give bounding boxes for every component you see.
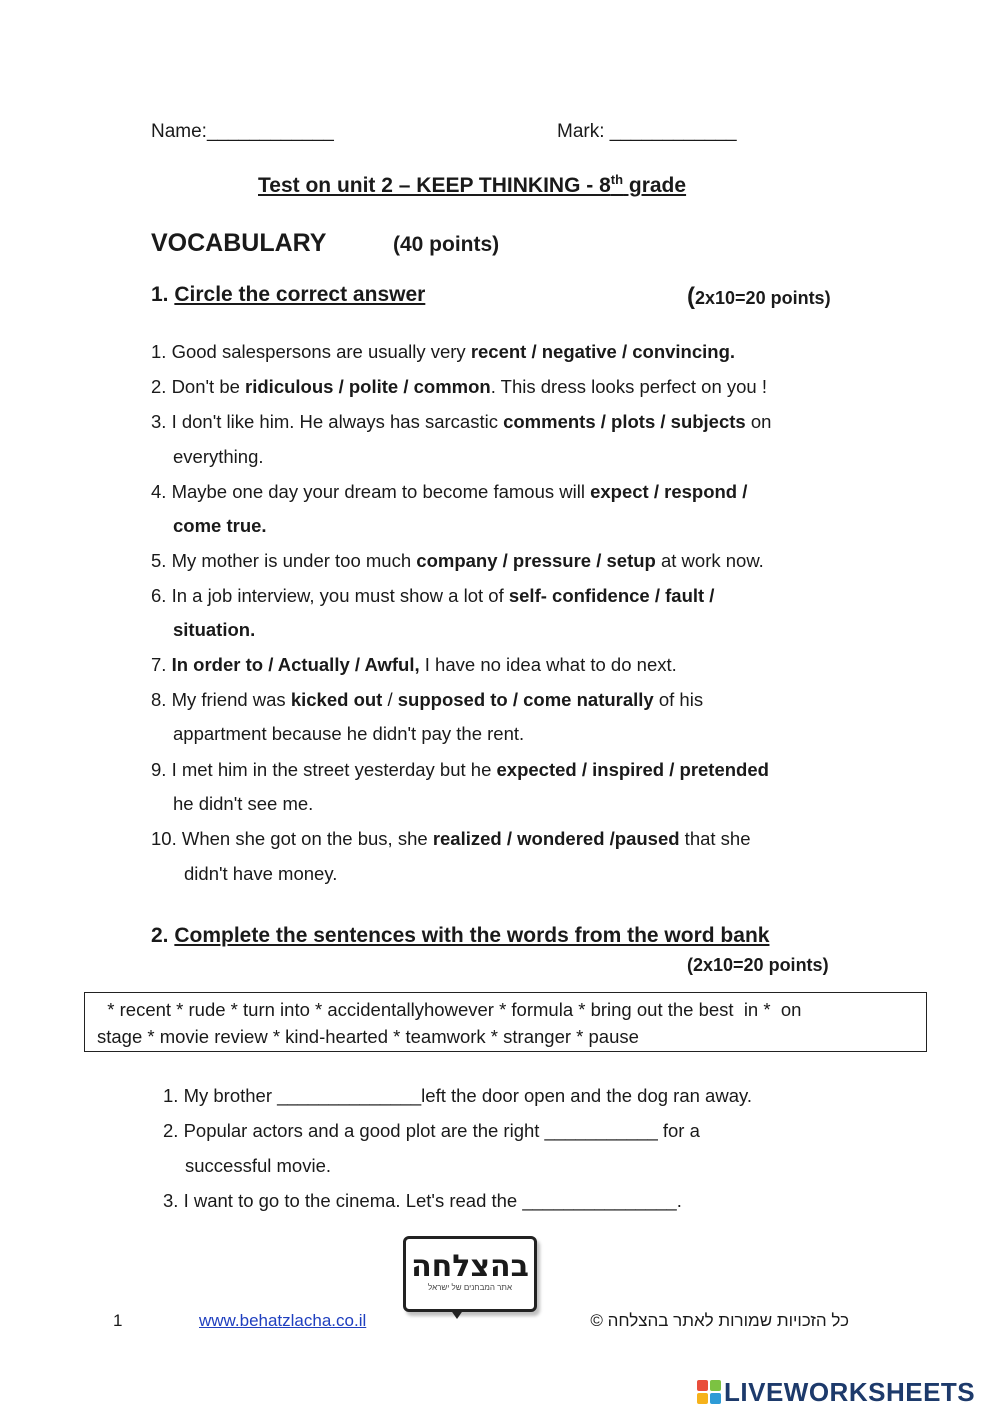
vocabulary-points: (40 points) <box>393 233 500 256</box>
logo-text: בהצלחה <box>411 1249 529 1284</box>
question-5: 5. My mother is under too much company / pressure / setup at work now. <box>151 550 764 571</box>
question-9-continued: he didn't see me. <box>173 793 314 814</box>
section2-points: (2x10=20 points) <box>687 955 829 975</box>
page-number: 1 <box>113 1311 123 1330</box>
completion-2-continued: successful movie. <box>185 1155 331 1176</box>
question-1: 1. Good salespersons are usually very recent / negative / convincing. <box>151 341 736 362</box>
website-link[interactable]: www.behatzlacha.co.il <box>199 1311 367 1330</box>
completion-1: 1. My brother ______________left the door open and the dog ran away. <box>163 1085 753 1106</box>
section1-points: (2x10=20 points) <box>687 283 831 310</box>
liveworksheets-logo-icon <box>697 1380 721 1404</box>
question-3: 3. I don't like him. He always has sarcastic comments / plots / subjects on <box>151 411 772 432</box>
behatzlacha-logo <box>403 1236 537 1312</box>
question-3-continued: everything. <box>173 446 264 467</box>
test-title: Test on unit 2 – KEEP THINKING - 8th grade <box>258 172 687 197</box>
question-6-continued: situation. <box>173 619 256 640</box>
vocabulary-heading: VOCABULARY <box>151 229 327 257</box>
section1-heading: 1. Circle the correct answer <box>151 283 426 306</box>
word-bank-line-1: * recent * rude * turn into * accidentallyhowever * formula * bring out the best in * on <box>97 999 802 1020</box>
copyright-text: כל הזכויות שמורות לאתר בהצלחה © <box>590 1311 849 1330</box>
liveworksheets-text: LIVEWORKSHEETS <box>724 1376 976 1407</box>
question-6: 6. In a job interview, you must show a lot of self- confidence / fault / <box>151 585 715 606</box>
question-10: 10. When she got on the bus, she realized / wondered /paused that she <box>151 828 751 849</box>
question-9: 9. I met him in the street yesterday but he expected / inspired / pretended <box>151 759 769 780</box>
question-4-continued: come true. <box>173 515 267 536</box>
question-2: 2. Don't be ridiculous / polite / common. This dress looks perfect on you ! <box>151 376 767 397</box>
logo-speech-tail <box>450 1309 464 1319</box>
logo-subtext: אתר המבחנים של ישראל <box>428 1283 512 1292</box>
question-8: 8. My friend was kicked out / supposed to / come naturally of his <box>151 689 704 710</box>
question-7: 7. In order to / Actually / Awful, I have no idea what to do next. <box>151 654 677 675</box>
completion-3: 3. I want to go to the cinema. Let's read the _______________. <box>163 1190 682 1211</box>
question-10-continued: didn't have money. <box>184 863 338 884</box>
mark-field-label: Mark: ____________ <box>557 121 737 142</box>
question-8-continued: appartment because he didn't pay the rent. <box>173 723 525 744</box>
question-4: 4. Maybe one day your dream to become famous will expect / respond / <box>151 481 748 502</box>
liveworksheets-watermark[interactable] <box>697 1376 975 1408</box>
section2-heading: 2. Complete the sentences with the words from the word bank <box>151 924 770 947</box>
completion-2: 2. Popular actors and a good plot are the right ___________ for a <box>163 1120 700 1141</box>
title-superscript: th <box>610 172 624 187</box>
word-bank-line-2: stage * movie review * kind-hearted * teamwork * stranger * pause <box>97 1026 639 1047</box>
name-field-label: Name:____________ <box>151 121 334 142</box>
word-bank-box <box>84 992 927 1052</box>
